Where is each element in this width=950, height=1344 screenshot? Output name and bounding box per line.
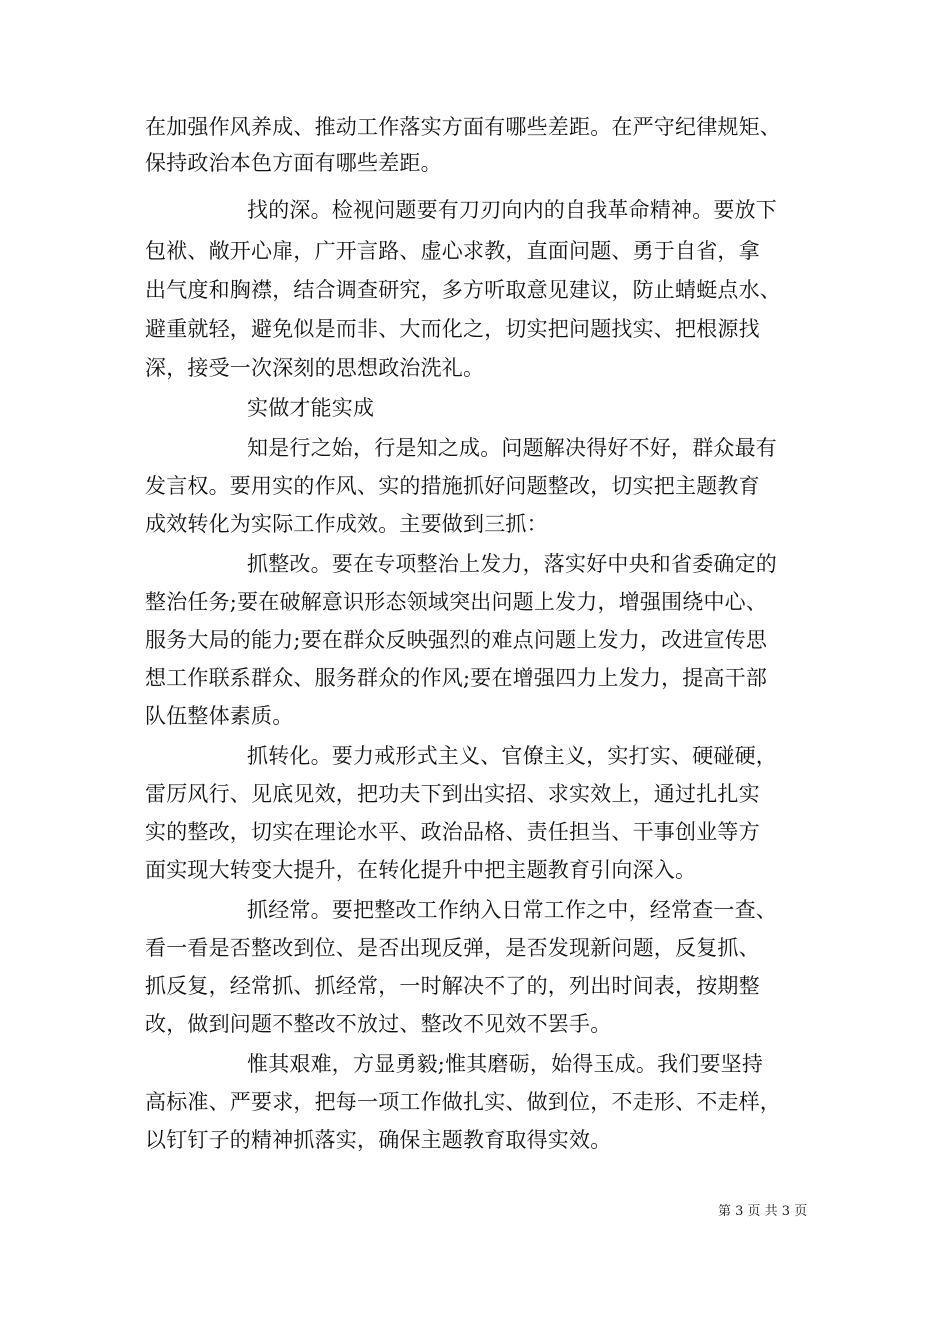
- text-line: 高标准、严要求，把每一项工作做扎实、做到位，不走形、不走样，: [145, 1090, 781, 1114]
- text-line: 雷厉风行、见底见效，把功夫下到出实招、求实效上，通过扎扎实: [145, 782, 760, 806]
- section-heading: 实做才能实成: [247, 396, 375, 420]
- text-line: 队伍整体素质。: [145, 704, 294, 728]
- text-line: 深，接受一次深刻的思想政治洗礼。: [145, 356, 485, 380]
- text-line: 包袱、敞开心扉，广开言路、虚心求教，直面问题、勇于自省，拿: [145, 239, 760, 263]
- text-line: 知是行之始，行是知之成。问题解决得好不好，群众最有: [247, 436, 777, 460]
- text-line: 实的整改，切实在理论水平、政治品格、责任担当、干事创业等方: [145, 820, 760, 844]
- text-line: 惟其艰难，方显勇毅;惟其磨砺，始得玉成。我们要坚持: [247, 1052, 764, 1076]
- text-line: 保持政治本色方面有哪些差距。: [145, 151, 442, 175]
- text-line: 发言权。要用实的作风、实的措施抓好问题整改，切实把主题教育: [145, 474, 760, 498]
- text-line: 出气度和胸襟，结合调查研究，多方听取意见建议，防止蜻蜓点水、: [145, 278, 781, 302]
- text-line: 成效转化为实际工作成效。主要做到三抓：: [145, 512, 548, 536]
- text-line: 抓经常。要把整改工作纳入日常工作之中，经常查一查、: [247, 898, 777, 922]
- text-line: 抓反复，经常抓、抓经常，一时解决不了的，列出时间表，按期整: [145, 974, 760, 998]
- text-line: 抓整改。要在专项整治上发力，落实好中央和省委确定的: [247, 552, 777, 576]
- text-line: 整治任务;要在破解意识形态领域突出问题上发力，增强围绕中心、: [145, 590, 768, 614]
- text-line: 改，做到问题不整改不放过、整改不见效不罢手。: [145, 1012, 612, 1036]
- text-line: 想工作联系群众、服务群众的作风;要在增强四力上发力，提高干部: [145, 666, 768, 690]
- text-line: 找的深。检视问题要有刀刃向内的自我革命精神。要放下: [247, 198, 777, 222]
- text-line: 以钉钉子的精神抓落实，确保主题教育取得实效。: [145, 1128, 612, 1152]
- text-line: 面实现大转变大提升，在转化提升中把主题教育引向深入。: [145, 858, 697, 882]
- text-line: 看一看是否整改到位、是否出现反弹，是否发现新问题，反复抓、: [145, 936, 760, 960]
- text-line: 抓转化。要力戒形式主义、官僚主义，实打实、硬碰硬，: [247, 744, 777, 768]
- text-line: 在加强作风养成、推动工作落实方面有哪些差距。在严守纪律规矩、: [145, 115, 781, 139]
- text-line: 避重就轻，避免似是而非、大而化之，切实把问题找实、把根源找: [145, 317, 760, 341]
- page-footer: 第 3 页 共 3 页: [718, 1204, 808, 1219]
- text-line: 服务大局的能力;要在群众反映强烈的难点问题上发力，改进宣传思: [145, 628, 768, 652]
